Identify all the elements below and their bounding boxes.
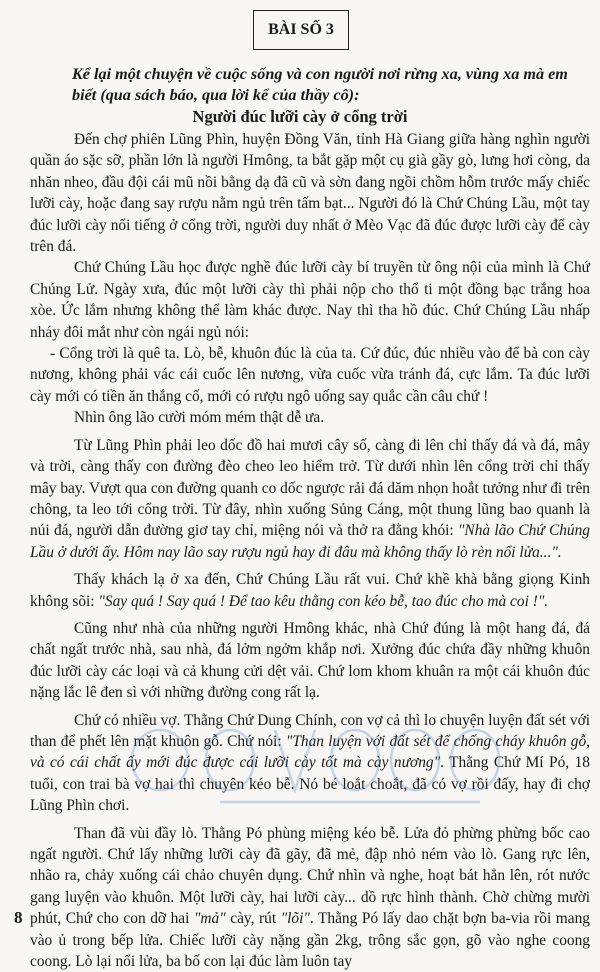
paragraph-text: Chứ có nhiều vợ. Thằng Chứ Dung Chính, con vợ cả thì lo chuyện luyện đất sét với than để phết lên mặt khuôn gỗ. Chứ nói: (30, 711, 590, 750)
quote-text: "Nhà lão Chứ Chúng Lầu ở dưới ấy. Hôm nay lão say rượu ngủ hay đi đâu mà không thấy lò rèn nổi lửa...". (30, 522, 590, 561)
paragraph (30, 569, 590, 612)
paragraph-text: cày, rút (225, 910, 281, 928)
paragraph-text: Than đã vùi đầy lò. Thằng Pó phùng miệng kéo bễ. Lửa đỏ phừng phừng bốc cao ngất người. Chứ lấy những lưỡi cày đã gãy, đã mẻ, đập nhỏ ném vào lò. Gang rực lên, nhão ra, chảy xuống cái chảo chuyên dụng. Chứ nhìn và nghe, hoạt bát hẳn lên, rót nước gang luyện vào khuôn. Một lưỡi cày, hai lưỡi cày... dồ rực hình thành. Chờ chừng mười phút, Chứ cho con dỡ hai (30, 824, 590, 928)
paragraph-text: Thấy khách lạ ở xa đến, Chứ Chúng Lầu rất vui. Chứ khề khà bằng giọng Kinh không sõi: (30, 571, 590, 610)
quote-text: "lõi" (280, 910, 310, 928)
paragraph: Chứ Chúng Lầu học được nghề đúc lưỡi cày bí truyền từ ông nội của mình là Chứ Chúng Lử. Ngày xưa, đúc một lưỡi cày thì phải nộp cho thổ ti một đồng bạc trắng hoa xòe. Ức lắm nhưng không thể làm khác được. Nay thì tha hồ đúc. Chứ Chúng Lầu nhấp nháy đôi mắt như còn ngái ngủ nói: (30, 259, 590, 341)
page-number: 8 (14, 908, 23, 927)
quote-text: "mả" (193, 910, 226, 928)
paragraph-text: Từ Lũng Phìn phải leo dốc đồ hai mươi cây số, càng đi lên chỉ thấy đá và đá, mây và trời, càng thấy con đường đèo cheo leo hiểm trở. Từ dưới nhìn lên cổng trời chỉ thấy mây bay. Vượt qua con đường quanh co dốc ngược rải đá dăm nhọn hoắt tưởng như đi trên chông, ta leo tới cổng trời. Từ đây, nhìn xuống Sủng Cáng, một thung lũng bao quanh là núi đá, người dẫn đường giơ tay chỉ, miệng nói và thở ra đằng khói: (30, 436, 590, 540)
paragraph: Đến chợ phiên Lũng Phìn, huyện Đồng Văn, tỉnh Hà Giang giữa hàng nghìn người quần áo sặc sỡ, phần lớn là người Hmông, ta bắt gặp một cụ già gầy gò, lưng hơi còng, da nhăn nheo, đầu đội cái mũ nồi bằng dạ đã cũ và sờn đang ngồi chồm hỗm trước mấy chiếc lưỡi cày, hoặc đang say rượu nằm ngủ trên tấm bạt... Người đó là Chứ Chúng Lầu, một tay đúc lưỡi cày nổi tiếng ở cổng trời, người duy nhất ở Mèo Vạc đã đúc được lưỡi cày để cày trên đá. (30, 131, 590, 256)
paragraph (30, 710, 590, 817)
story-body (30, 129, 590, 972)
dialogue-paragraph: - Cổng trời là quê ta. Lò, bễ, khuôn đúc là của ta. Cứ đúc, đúc nhiều vào để bà con cày nương, không phải vác cái cuốc lên nương, vừa cuốc vừa tránh đá, cực lắm. Ta đúc lưỡi cày mới có tiền ăn thắng cố, mới có rượu ngô uống say quắc cần câu chứ ! (30, 345, 590, 405)
paragraph (30, 435, 590, 563)
paragraph-text: . Thằng Pó lấy dao chặt bợn ba-via rồi mang vào ủ trong bếp lửa. Chiếc lưỡi cày nặng gần 2kg, trông sắc gọn, gõ vào nghe coong coong. Lò lại nổi lửa, ba bố con lại đúc làm luôn tay (30, 910, 590, 971)
paragraph: Nhìn ông lão cười móm mém thật dễ ưa. (74, 409, 325, 427)
story-title: Người đúc lưỡi cày ở cổng trời (192, 107, 408, 126)
paragraph-text: . Thằng Chứ Mí Pó, 18 tuổi, con trai bà vợ hai thì chuyên kéo bễ. Nó bé loắt choắt, đã có vợ rồi đấy, hay đi chợ Lũng Phìn chơi. (30, 754, 590, 815)
lesson-label: BÀI SỐ 3 (253, 10, 349, 50)
paragraph: Cũng như nhà của những người Hmông khác, nhà Chứ đúng là một hang đá, đá chất ngất trước nhà, sau nhà, đá lởm ngởm khắp nơi. Xưởng đúc chứa đầy những khuôn đúc lưỡi cày các loại và cả khung cửi dệt vải. Chứ lom khom khuân ra một cái khuôn đúc nặng lắc lê đen sì với những đường cong rất lạ. (30, 619, 590, 702)
quote-text: "Than luyện với đất sét để chống cháy khuôn gỗ, và có cái chất ấy mới đúc được cái lưỡi cày tốt mà cày nương" (30, 732, 590, 772)
exercise-prompt: Kể lại một chuyện về cuộc sống và con người nơi rừng xa, vùng xa mà em biết (qua sách báo, qua lời kể của thầy cô): (72, 65, 568, 104)
quote-text: "Say quá ! Say quá ! Để tao kêu thằng con kéo bễ, tao đúc cho mà coi !". (98, 592, 549, 610)
